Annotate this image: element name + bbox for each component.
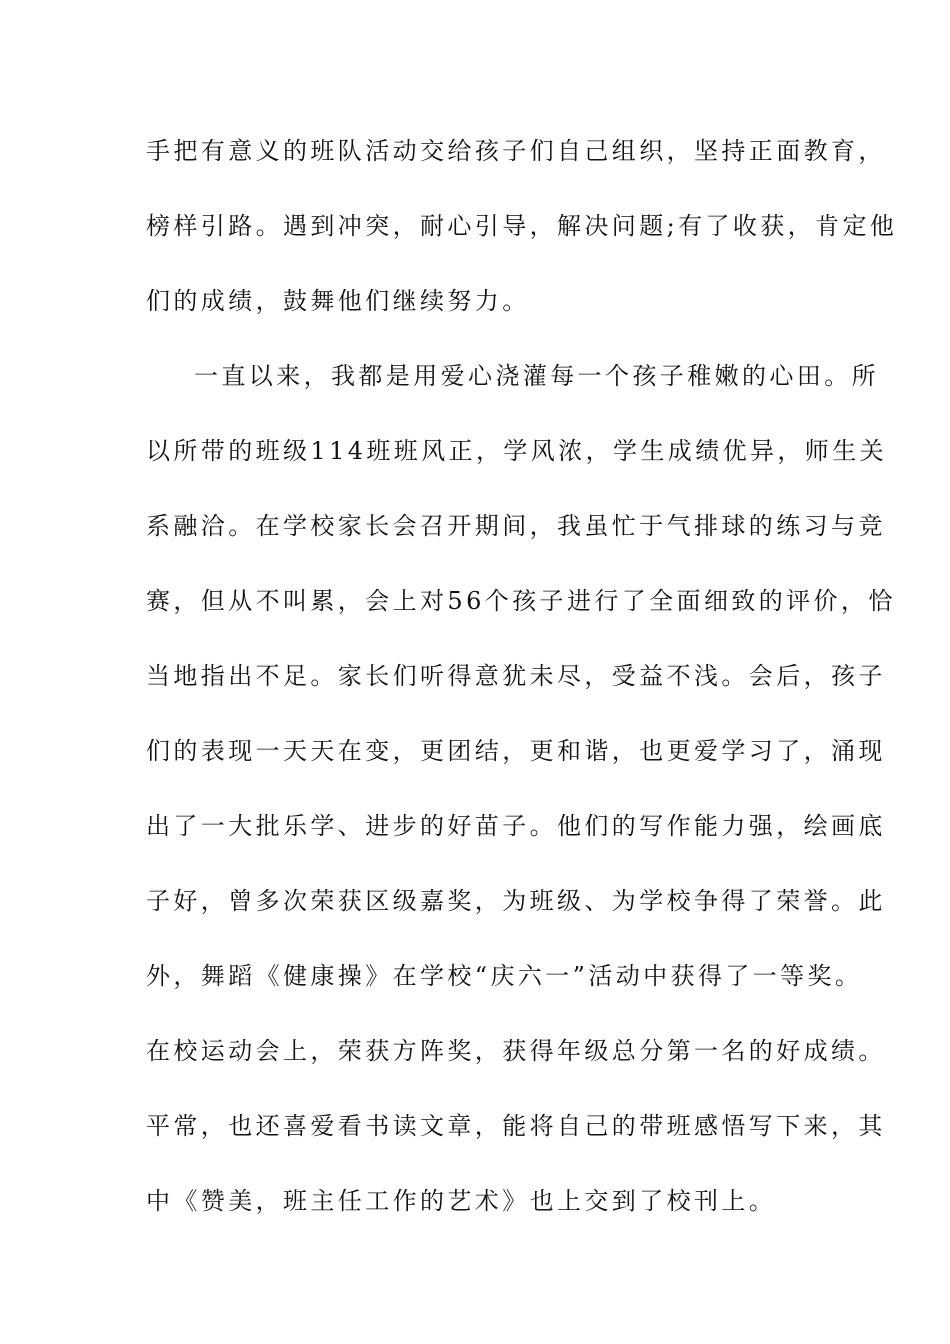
text-line: 中《赞美，班主任工作的艺术》也上交到了校刊上。 xyxy=(146,1187,777,1215)
text-line: 系融洽。在学校家长会召开期间，我虽忙于气排球的练习与竞 xyxy=(146,512,886,540)
text-line: 榜样引路。遇到冲突，耐心引导，解决问题;有了收获，肯定他 xyxy=(146,212,898,240)
text-line: 在校运动会上，荣获方阵奖，获得年级总分第一名的好成绩。 xyxy=(146,1037,886,1065)
text-line: 出了一大批乐学、进步的好苗子。他们的写作能力强，绘画底 xyxy=(146,812,886,840)
text-line: 子好，曾多次荣获区级嘉奖，为班级、为学校争得了荣誉。此 xyxy=(146,887,886,915)
text-line: 手把有意义的班队活动交给孩子们自己组织，坚持正面教育， xyxy=(146,137,886,165)
text-line: 们的表现一天天在变，更团结，更和谐，也更爱学习了，涌现 xyxy=(146,737,886,765)
text-line: 以所带的班级114班班风正，学风浓，学生成绩优异，师生关 xyxy=(146,437,888,465)
text-line: 平常，也还喜爱看书读文章，能将自己的带班感悟写下来，其 xyxy=(146,1112,886,1140)
text-line: 外，舞蹈《健康操》在学校“庆六一”活动中获得了一等奖。 xyxy=(146,962,863,990)
text-line: 们的成绩，鼓舞他们继续努力。 xyxy=(146,287,530,315)
text-line: 当地指出不足。家长们听得意犹未尽，受益不浅。会后，孩子 xyxy=(146,662,886,690)
paragraph-first-line: 一直以来，我都是用爱心浇灌每一个孩子稚嫩的心田。所 xyxy=(194,362,879,390)
text-line: 赛，但从不叫累，会上对56个孩子进行了全面细致的评价，恰 xyxy=(146,587,896,615)
